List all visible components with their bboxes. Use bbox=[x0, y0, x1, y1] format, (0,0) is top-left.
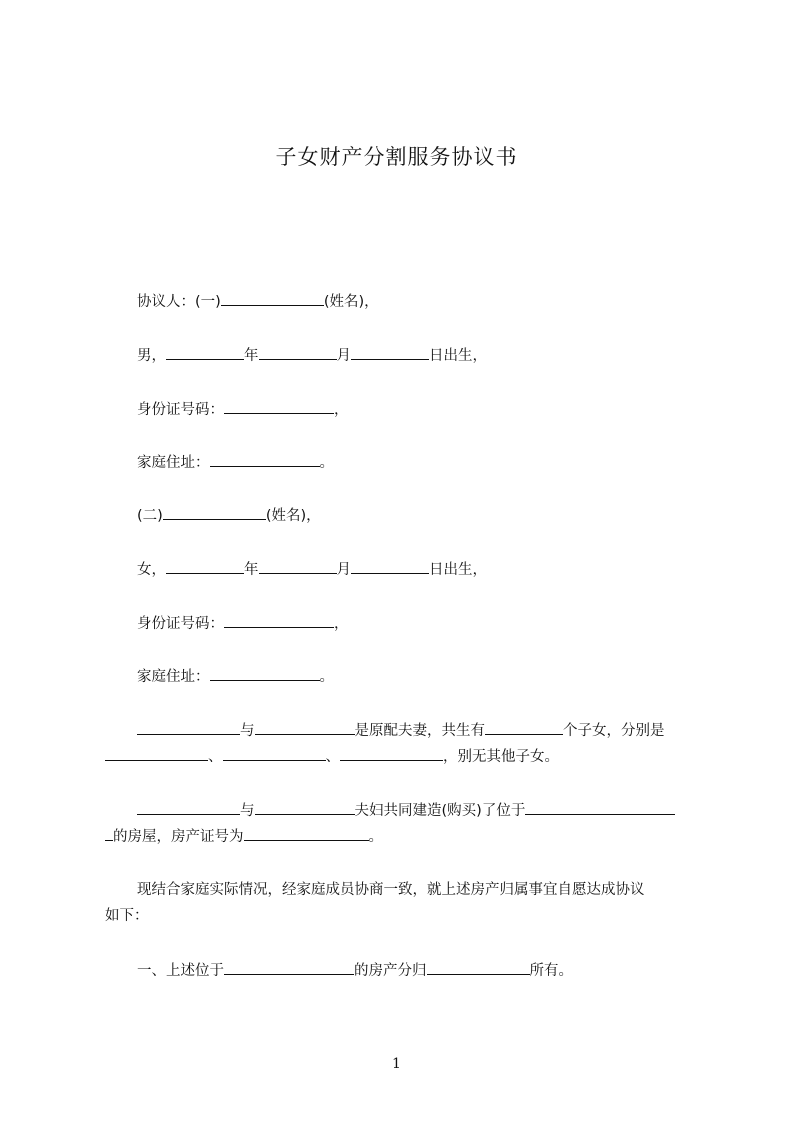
clause-location-blank[interactable] bbox=[224, 960, 354, 975]
owner1-blank[interactable] bbox=[137, 800, 240, 815]
spouse2-blank[interactable] bbox=[255, 720, 355, 735]
party1-id-line: 身份证号码： ， bbox=[105, 399, 737, 420]
child2-blank[interactable] bbox=[223, 746, 326, 761]
agreement-intro-line1: 现结合家庭实际情况，经家庭成员协商一致，就上述房产归属事宜自愿达成协议 bbox=[137, 882, 645, 898]
owner2-blank[interactable] bbox=[255, 800, 355, 815]
deed-number-blank[interactable] bbox=[244, 826, 369, 841]
party1-birth-line: 男， 年 月 日出生， bbox=[105, 345, 737, 366]
party2-birth-line: 女， 年 月 日出生， bbox=[105, 559, 737, 580]
party2-birth-day-blank[interactable] bbox=[351, 559, 429, 574]
party2-name-blank[interactable] bbox=[163, 505, 266, 520]
agreement-intro-line2: 如下： bbox=[105, 908, 149, 924]
party1-name-blank[interactable] bbox=[221, 291, 324, 306]
page-number: 1 bbox=[392, 1056, 401, 1072]
party2-id-line: 身份证号码： ， bbox=[105, 613, 737, 634]
property-location-blank-cont[interactable] bbox=[105, 826, 113, 841]
party2-name-line: (二) (姓名)， bbox=[105, 505, 737, 526]
property-paragraph-line2: 的房屋，房产证号为 。 bbox=[105, 826, 705, 847]
party2-birth-year-blank[interactable] bbox=[166, 559, 244, 574]
party1-id-blank[interactable] bbox=[224, 399, 334, 414]
party1-birth-year-blank[interactable] bbox=[166, 345, 244, 360]
children-count-blank[interactable] bbox=[485, 720, 563, 735]
child3-blank[interactable] bbox=[340, 746, 443, 761]
party2-address-blank[interactable] bbox=[210, 666, 320, 681]
party1-address-blank[interactable] bbox=[210, 452, 320, 467]
property-location-blank[interactable] bbox=[525, 800, 675, 815]
party1-address-line: 家庭住址： 。 bbox=[105, 452, 737, 473]
child1-blank[interactable] bbox=[105, 746, 208, 761]
party1-name-line: 协议人：(一) (姓名)， bbox=[105, 291, 737, 312]
marriage-paragraph-line1: 与 是原配夫妻，共生有 个子女，分别是 bbox=[105, 720, 737, 741]
party2-id-blank[interactable] bbox=[224, 613, 334, 628]
party2-birth-month-blank[interactable] bbox=[259, 559, 337, 574]
party2-address-line: 家庭住址： 。 bbox=[105, 666, 737, 687]
clause-owner-blank[interactable] bbox=[427, 960, 530, 975]
spouse1-blank[interactable] bbox=[137, 720, 240, 735]
party1-birth-month-blank[interactable] bbox=[259, 345, 337, 360]
clause-one-line: 一、上述位于 的房产分归 所有。 bbox=[105, 960, 737, 981]
marriage-paragraph-line2: 、 、 ，别无其他子女。 bbox=[105, 746, 705, 767]
property-paragraph-line1: 与 夫妇共同建造(购买)了位于 bbox=[105, 800, 737, 821]
party1-birth-day-blank[interactable] bbox=[351, 345, 429, 360]
document-title: 子女财产分割服务协议书 bbox=[275, 145, 518, 169]
